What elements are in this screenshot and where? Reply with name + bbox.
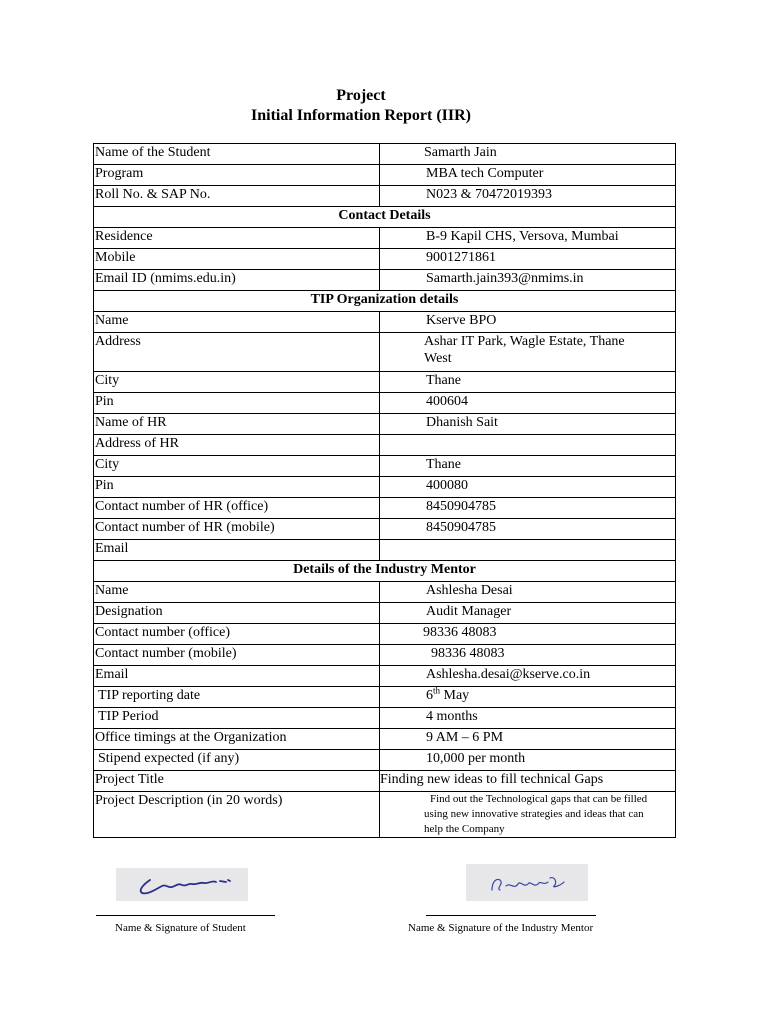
table-row xyxy=(94,540,676,561)
field-label: Project Description (in 20 words) xyxy=(94,792,380,838)
field-value: Kserve BPO xyxy=(380,312,676,333)
reporting-month: May xyxy=(440,688,470,703)
field-label: Roll No. & SAP No. xyxy=(94,186,380,207)
field-label: Stipend expected (if any) xyxy=(94,750,380,771)
field-label: Email ID (nmims.edu.in) xyxy=(94,270,380,291)
field-value: Ashlesha.desai@kserve.co.in xyxy=(380,666,676,687)
table-row xyxy=(94,228,676,249)
field-label: Pin xyxy=(94,393,380,414)
field-label: Name xyxy=(94,312,380,333)
table-row xyxy=(94,414,676,435)
iir-form-table xyxy=(93,143,676,838)
field-value: N023 & 70472019393 xyxy=(380,186,676,207)
table-row xyxy=(94,519,676,540)
section-heading-tip: TIP Organization details xyxy=(94,291,676,312)
field-value xyxy=(380,792,676,838)
table-row xyxy=(94,435,676,456)
field-label: TIP reporting date xyxy=(94,687,380,708)
table-row xyxy=(94,750,676,771)
field-label: City xyxy=(94,372,380,393)
field-label: Designation xyxy=(94,603,380,624)
table-row xyxy=(94,582,676,603)
table-row xyxy=(94,645,676,666)
field-label: Residence xyxy=(94,228,380,249)
table-row xyxy=(94,456,676,477)
field-value: B-9 Kapil CHS, Versova, Mumbai xyxy=(380,228,676,249)
field-value: Dhanish Sait xyxy=(380,414,676,435)
student-signature-line xyxy=(96,915,275,916)
field-value: Finding new ideas to fill technical Gaps xyxy=(380,771,676,792)
student-signature-scribble xyxy=(116,868,248,901)
field-label: Name of HR xyxy=(94,414,380,435)
table-row xyxy=(94,729,676,750)
table-row xyxy=(94,771,676,792)
table-row xyxy=(94,144,676,165)
table-row xyxy=(94,249,676,270)
field-label: Pin xyxy=(94,477,380,498)
field-label: Mobile xyxy=(94,249,380,270)
field-value: 4 months xyxy=(380,708,676,729)
field-label: Contact number (mobile) xyxy=(94,645,380,666)
field-value: Samarth.jain393@nmims.in xyxy=(380,270,676,291)
title-line-2: Initial Information Report (IIR) xyxy=(251,107,471,124)
field-value: 9001271861 xyxy=(380,249,676,270)
table-row xyxy=(94,666,676,687)
field-label: Contact number of HR (office) xyxy=(94,498,380,519)
description-line: Find out the Technological gaps that can be filled xyxy=(430,793,648,805)
table-row xyxy=(94,792,676,838)
section-heading-row xyxy=(94,561,676,582)
section-heading-mentor: Details of the Industry Mentor xyxy=(94,561,676,582)
mentor-signature-image xyxy=(466,864,588,901)
table-row xyxy=(94,393,676,414)
table-row xyxy=(94,708,676,729)
field-label: Contact number of HR (mobile) xyxy=(94,519,380,540)
field-label: City xyxy=(94,456,380,477)
field-value: 98336 48083 xyxy=(380,645,676,666)
mentor-signature-label: Name & Signature of the Industry Mentor xyxy=(408,922,594,934)
field-label: Program xyxy=(94,165,380,186)
field-label: Contact number (office) xyxy=(94,624,380,645)
field-value: Ashar IT Park, Wagle Estate, Thane West xyxy=(380,333,676,372)
field-label: Name of the Student xyxy=(94,144,380,165)
field-value: Thane xyxy=(380,456,676,477)
field-value xyxy=(380,540,676,561)
field-label: Email xyxy=(94,666,380,687)
field-value: Audit Manager xyxy=(380,603,676,624)
field-label: Address of HR xyxy=(94,435,380,456)
student-signature-label: Name & Signature of Student xyxy=(115,922,246,934)
field-value: Ashlesha Desai xyxy=(380,582,676,603)
field-value: 8450904785 xyxy=(380,519,676,540)
field-label: Address xyxy=(94,333,380,372)
section-heading-row xyxy=(94,207,676,228)
field-value: 9 AM – 6 PM xyxy=(380,729,676,750)
field-value: 400080 xyxy=(380,477,676,498)
field-value: MBA tech Computer xyxy=(380,165,676,186)
field-value: 10,000 per month xyxy=(380,750,676,771)
table-row xyxy=(94,270,676,291)
field-label: Name xyxy=(94,582,380,603)
table-row xyxy=(94,165,676,186)
field-value xyxy=(380,435,676,456)
reporting-day: 6 xyxy=(426,688,433,703)
field-label: Office timings at the Organization xyxy=(94,729,380,750)
document-title xyxy=(0,86,722,126)
table-row xyxy=(94,333,676,372)
field-value: Samarth Jain xyxy=(380,144,676,165)
section-heading-contact: Contact Details xyxy=(94,207,676,228)
field-value: 8450904785 xyxy=(380,498,676,519)
field-value: 400604 xyxy=(380,393,676,414)
field-value xyxy=(380,687,676,708)
mentor-signature-line xyxy=(426,915,596,916)
description-line: help the Company xyxy=(424,823,505,835)
field-label: TIP Period xyxy=(94,708,380,729)
table-row xyxy=(94,372,676,393)
table-row xyxy=(94,498,676,519)
section-heading-row xyxy=(94,291,676,312)
field-label: Email xyxy=(94,540,380,561)
student-signature-image xyxy=(116,868,248,901)
table-row xyxy=(94,186,676,207)
field-value: 98336 48083 xyxy=(380,624,676,645)
field-label: Project Title xyxy=(94,771,380,792)
reporting-day-suffix: th xyxy=(433,685,441,696)
table-row xyxy=(94,687,676,708)
field-value: Thane xyxy=(380,372,676,393)
table-row xyxy=(94,477,676,498)
table-row xyxy=(94,624,676,645)
table-row xyxy=(94,603,676,624)
title-line-1: Project xyxy=(336,87,386,104)
mentor-signature-scribble xyxy=(466,864,588,901)
description-line: using new innovative strategies and ideas that can xyxy=(424,808,644,820)
table-row xyxy=(94,312,676,333)
